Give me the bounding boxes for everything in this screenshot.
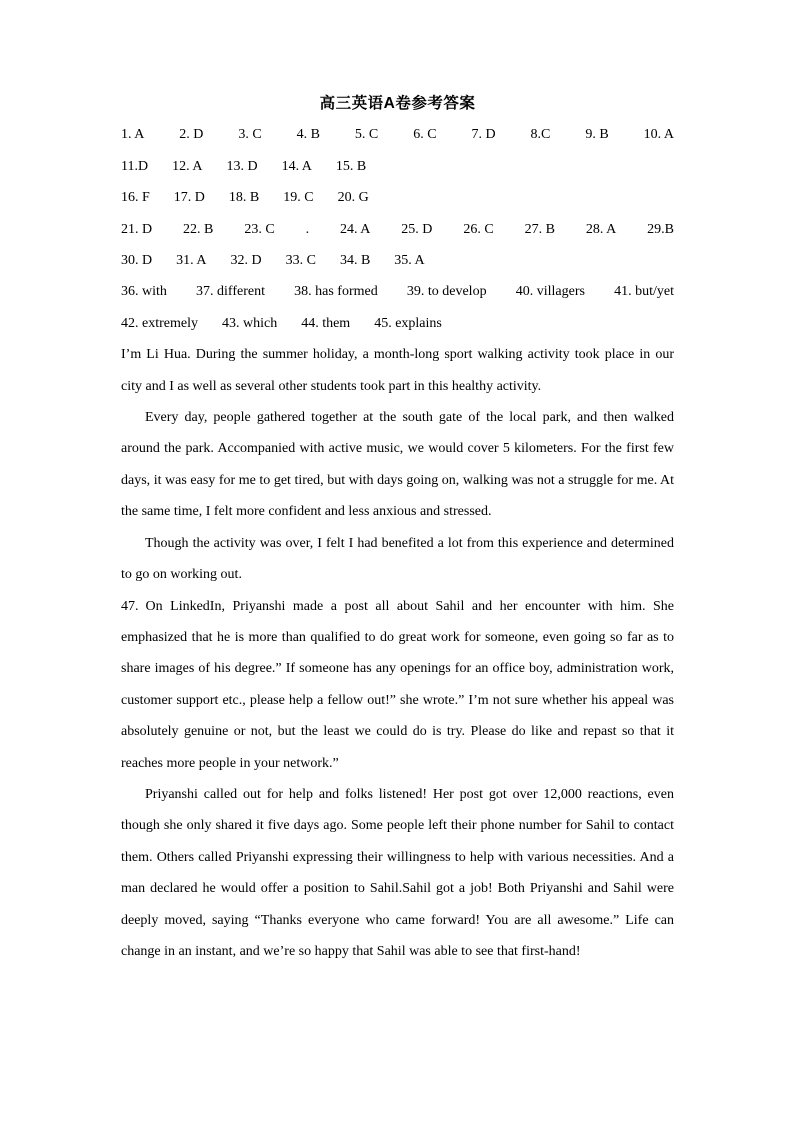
answer-item: 1. A [121,127,145,143]
item-number-47: 47. [121,598,139,614]
answer-item: 20. G [337,190,369,206]
answer-item: 14. A [281,158,312,174]
answer-item: 7. D [471,127,496,143]
answer-item: 15. B [335,158,367,174]
answer-item: 8.C [530,127,551,143]
answer-item: 45. explains [374,315,442,331]
answer-row-11-15 [121,151,674,182]
answer-item: 4. B [296,127,320,143]
answer-item: 16. F [121,190,150,206]
answer-item: 33. C [285,253,316,269]
answer-item: 6. C [413,127,437,143]
paragraph-text: Every day, people gathered together at the south gate of the local park, and then walked around the park. Accompanied with active music, we would cover 5 kilometers. For the first few days, it was easy for me to get tired, but with days going on, walking was not a struggle for me. At the same time, I felt more confident and less anxious and stressed. [121,410,674,520]
answer-item: 3. C [238,127,262,143]
answer-item: 27. B [524,221,555,237]
answer-row-16-20 [121,182,674,213]
answer-row-30-35 [121,245,674,276]
answer-item: 31. A [176,253,207,269]
answer-item: 12. A [172,158,203,174]
answer-item: 22. B [183,221,214,237]
answer-item: . [305,221,310,237]
answer-item: 23. C [244,221,275,237]
answer-item: 43. which [221,315,278,331]
paragraph-every-day [121,402,674,528]
paragraph-priyanshi [121,779,674,967]
paragraph-text: I’m Li Hua. During the summer holiday, a month-long sport walking activity took place in our city and I as well as several other students took part in this healthy activity. [121,347,674,394]
answer-item: 11.D [121,158,149,174]
answer-item: 21. D [121,221,153,237]
answer-item: 17. D [173,190,205,206]
answer-row-36-41 [121,276,674,307]
answer-item: 28. A [585,221,617,237]
answer-item: 41. but/yet [614,284,674,300]
answer-item: 18. B [228,190,260,206]
answer-row-1-10 [121,119,674,150]
paragraph-intro [121,339,674,402]
answer-item: 19. C [283,190,314,206]
answer-item: 13. D [226,158,258,174]
answer-item: 35. A [394,253,425,269]
answer-item: 24. A [340,221,371,237]
answer-item: 38. has formed [294,284,378,300]
paragraph-though [121,528,674,591]
answer-item: 32. D [230,253,262,269]
paragraph-text: On LinkedIn, Priyanshi made a post all about Sahil and her encounter with him. She emphasized that he is more than qualified to do great work for someone, even going so far as to share images of his degree.” If someone has any openings for an office boy, administration work, customer support etc., please help a fellow out!” she wrote.” I’m not sure whether his appeal was absolutely genuine or not, but the least we could do is try. Please do like and repast so that it reaches more people in your network.” [121,598,674,771]
answer-item: 36. with [121,284,167,300]
answer-item: 25. D [401,221,433,237]
answer-item: 2. D [179,127,204,143]
answer-item: 44. them [301,315,351,331]
answer-item: 30. D [121,253,153,269]
answer-item: 39. to develop [406,284,487,300]
paragraph-47 [121,591,674,779]
answer-row-42-45 [121,308,674,339]
answer-item: 34. B [339,253,371,269]
paragraph-text: Though the activity was over, I felt I had benefited a lot from this experience and determined to go on working out. [121,535,674,583]
answer-item: 29.B [647,221,674,237]
document-title: 高三英语A卷参考答案 [319,95,476,112]
answer-item: 9. B [585,127,609,143]
answer-item: 10. A [643,127,674,143]
answer-item: 37. different [196,284,265,300]
paragraph-text: Priyanshi called out for help and folks listened! Her post got over 12,000 reactions, even though she only shared it five days ago. Some people left their phone number for Sahil to contact them. Others called Priyanshi expressing their willingness to help with various necessities. And a man declared he would offer a position to Sahil.Sahil got a job! Both Priyanshi and Sahil were deeply moved, saying “Thanks everyone who came forward! You are all awesome.” Life can change in an instant, and we’re so happy that Sahil was able to see that first-hand! [121,786,674,959]
answer-item: 42. extremely [121,315,198,331]
answer-row-21-29 [121,214,674,245]
answer-item: 40. villagers [515,284,585,300]
answer-item: 26. C [463,221,494,237]
answer-item: 5. C [354,127,379,143]
